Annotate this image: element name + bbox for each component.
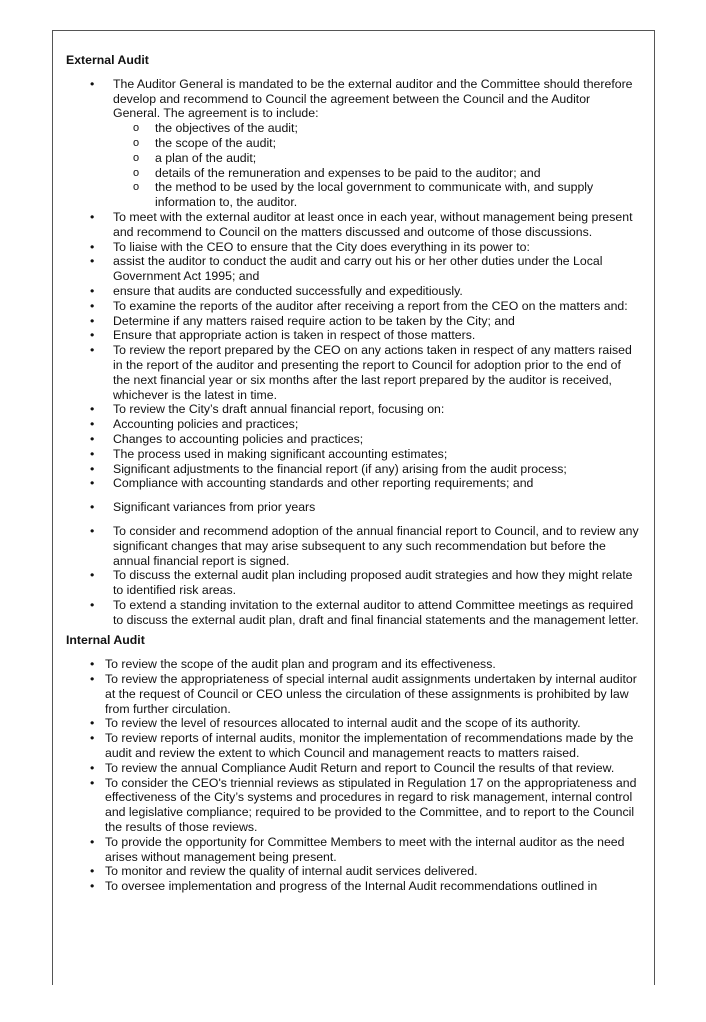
sub-list-item: o the scope of the audit; xyxy=(113,136,640,151)
sub-list-item: o the method to be used by the local government to communicate with, and supply information to, the auditor. xyxy=(113,180,640,210)
list-item: • To review the level of resources allocated to internal audit and the scope of its authority. xyxy=(66,716,640,731)
list-item: • To extend a standing invitation to the external auditor to attend Committee meetings as required to discuss the external audit plan, draft and final financial statements and the management letter. xyxy=(66,598,640,628)
list-item: • To consider the CEO's triennial reviews as stipulated in Regulation 17 on the appropriateness and effectiveness of the City’s systems and procedures in regard to risk management, internal control and legislative compliance; required to be provided to the Committee, and to report to the Council the results of those reviews. xyxy=(66,776,640,835)
list-item: • To review the annual Compliance Audit Return and report to Council the results of that review. xyxy=(66,761,640,776)
list-item: • ensure that audits are conducted successfully and expeditiously. xyxy=(66,284,640,299)
list-item: • Compliance with accounting standards and other reporting requirements; and xyxy=(66,476,640,491)
list-item: • To oversee implementation and progress of the Internal Audit recommendations outlined in xyxy=(66,879,640,894)
list-item: • Ensure that appropriate action is taken in respect of those matters. xyxy=(66,328,640,343)
list-item: • assist the auditor to conduct the audit and carry out his or her other duties under the Local Government Act 1995; and xyxy=(66,254,640,284)
sub-list-item: o the objectives of the audit; xyxy=(113,121,640,136)
list-item: • To meet with the external auditor at least once in each year, without management being present and recommend to Council on the matters discussed and outcome of those discussions. xyxy=(66,210,640,240)
external-audit-list xyxy=(66,77,640,628)
document-body xyxy=(66,53,640,894)
list-item: • Significant variances from prior years xyxy=(66,500,640,515)
list-item: • To liaise with the CEO to ensure that the City does everything in its power to: xyxy=(66,240,640,255)
list-item-text: The Auditor General is mandated to be the external auditor and the Committee should therefore develop and recommend to Council the agreement between the Council and the Auditor General. The agreement is to include: xyxy=(113,76,633,121)
list-item: • To review the City’s draft annual financial report, focusing on: xyxy=(66,402,640,417)
list-item: • To provide the opportunity for Committee Members to meet with the internal auditor as the need arises without management being present. xyxy=(66,835,640,865)
list-item: • To review the appropriateness of special internal audit assignments undertaken by internal auditor at the request of Council or CEO unless the circulation of these assignments is prohibited by law from further circulation. xyxy=(66,672,640,716)
list-item: • To consider and recommend adoption of the annual financial report to Council, and to review any significant changes that may arise subsequent to any such recommendation but before the annual financial report is signed. xyxy=(66,524,640,568)
internal-audit-heading: Internal Audit xyxy=(66,633,145,648)
list-item: • To examine the reports of the auditor after receiving a report from the CEO on the matters and: xyxy=(66,299,640,314)
internal-audit-list xyxy=(66,657,640,894)
list-item: • To review reports of internal audits, monitor the implementation of recommendations made by the audit and review the extent to which Council and management reacts to matters raised. xyxy=(66,731,640,761)
list-item: • To review the report prepared by the CEO on any actions taken in respect of any matters raised in the report of the auditor and presenting the report to Council for adoption prior to the end of the next financial year or six months after the last report prepared by the auditor is received, whichever is the latest in time. xyxy=(66,343,640,402)
sub-list-item: o a plan of the audit; xyxy=(113,151,640,166)
list-item: • The process used in making significant accounting estimates; xyxy=(66,447,640,462)
list-item: • To monitor and review the quality of internal audit services delivered. xyxy=(66,864,640,879)
list-item: • To discuss the external audit plan including proposed audit strategies and how they might relate to identified risk areas. xyxy=(66,568,640,598)
list-item: • Changes to accounting policies and practices; xyxy=(66,432,640,447)
page-frame xyxy=(52,30,655,985)
list-item: • Significant adjustments to the financial report (if any) arising from the audit process; xyxy=(66,462,640,477)
list-item: • Accounting policies and practices; xyxy=(66,417,640,432)
list-item xyxy=(66,77,640,210)
sub-list-item: o details of the remuneration and expenses to be paid to the auditor; and xyxy=(113,166,640,181)
list-item: • Determine if any matters raised require action to be taken by the City; and xyxy=(66,314,640,329)
external-audit-heading: External Audit xyxy=(66,53,149,67)
agreement-sublist xyxy=(113,121,640,210)
list-item: • To review the scope of the audit plan and program and its effectiveness. xyxy=(66,657,640,672)
